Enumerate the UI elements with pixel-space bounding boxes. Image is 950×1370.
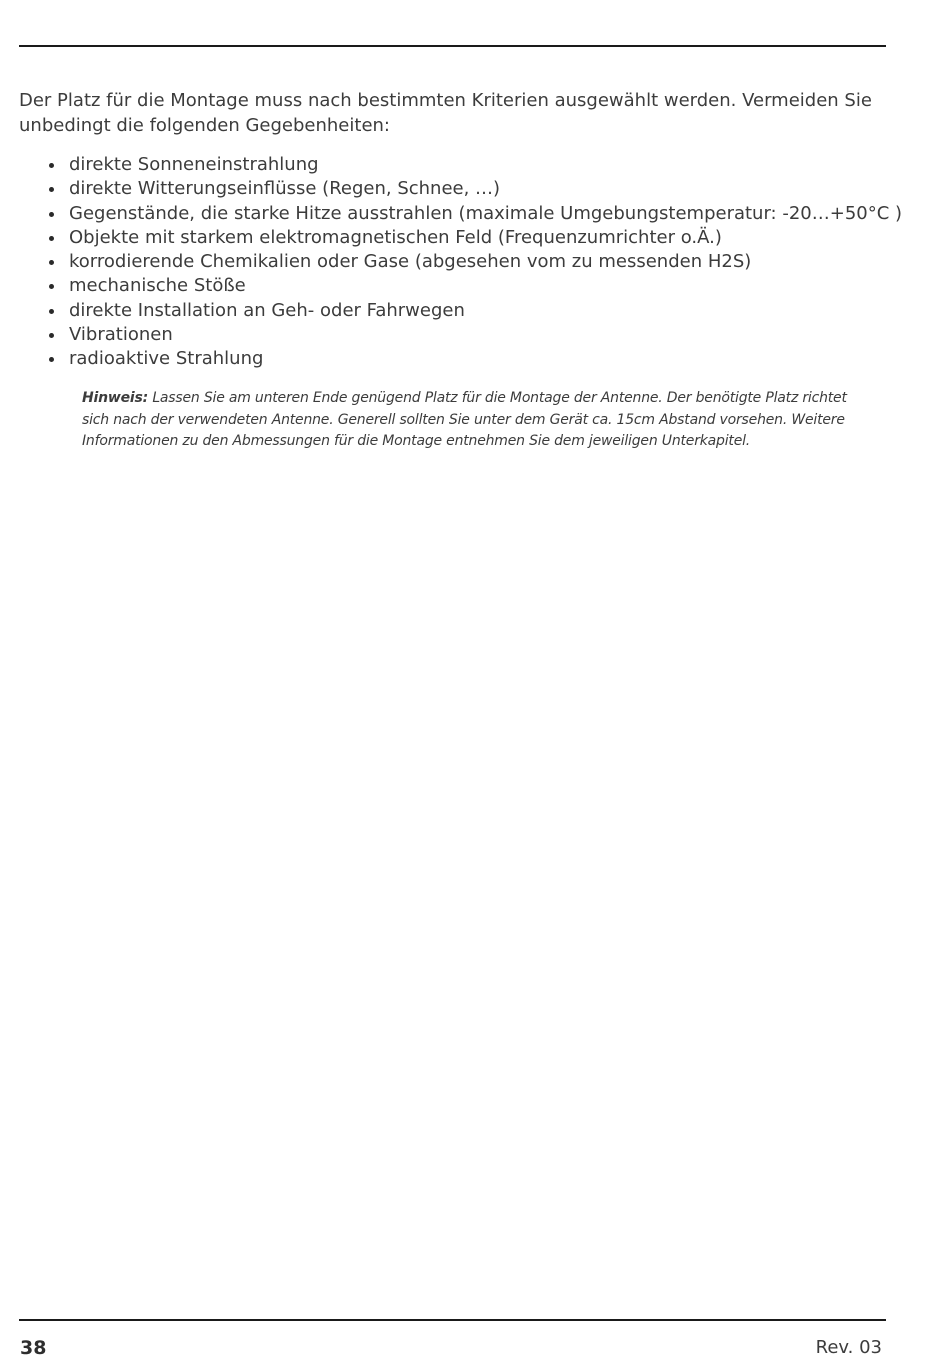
note-label: Hinweis: <box>82 390 149 406</box>
intro-paragraph: Der Platz für die Montage muss nach bestimmten Kriterien ausgewählt werden. Vermeiden Sie unbedingt die folgenden Gegebenheiten: <box>19 90 872 136</box>
bullet-icon <box>49 333 54 338</box>
note-text: Lassen Sie am unteren Ende genügend Platz für die Montage der Antenne. Der benötigte Platz richtet sich nach der verwendeten Antenne. Generell sollten Sie unter dem Gerät ca. 15cm Abstand vorsehen. Weitere Informationen zu den Abmessungen für die Montage entnehmen Sie dem jeweiligen Unterkapitel. <box>82 390 847 450</box>
bullet-icon <box>49 187 54 192</box>
list-item-text: mechanische Stöße <box>69 275 246 297</box>
list-item-text: direkte Sonneneinstrahlung <box>69 154 319 175</box>
bullet-icon <box>49 309 54 314</box>
list-item <box>19 226 899 250</box>
list-item-text: direkte Witterungseinflüsse (Regen, Schnee, …) <box>69 178 501 200</box>
page-number: 38 <box>20 1337 47 1359</box>
revision-label: Rev. 03 <box>815 1337 882 1358</box>
list-item <box>19 153 899 177</box>
header-rule <box>19 45 886 47</box>
list-item-text: radioaktive Strahlung <box>69 348 264 370</box>
conditions-list <box>19 153 903 372</box>
list-item <box>19 323 899 347</box>
list-item-text: Objekte mit starkem elektromagnetischen Feld (Frequenzumrichter o.Ä.) <box>69 226 722 248</box>
bullet-icon <box>49 260 54 265</box>
list-item <box>19 299 899 323</box>
list-item <box>19 177 899 201</box>
list-item <box>19 202 903 226</box>
bullet-icon <box>49 236 54 241</box>
list-item-text: korrodierende Chemikalien oder Gase (abgesehen vom zu messenden H2S) <box>69 251 752 273</box>
bullet-icon <box>49 212 54 217</box>
list-item <box>19 347 899 371</box>
note-paragraph <box>82 388 872 453</box>
list-item <box>19 250 899 274</box>
bullet-icon <box>49 163 54 168</box>
list-item-text: direkte Installation an Geh- oder Fahrwegen <box>69 299 465 321</box>
bullet-icon <box>49 357 54 362</box>
footer-rule <box>19 1319 886 1321</box>
list-item-text: Vibrationen <box>69 324 173 346</box>
bullet-icon <box>49 284 54 289</box>
list-item <box>19 274 899 298</box>
list-item-text: Gegenstände, die starke Hitze ausstrahlen (maximale Umgebungstemperatur: -20…+50°C ) <box>69 202 903 224</box>
